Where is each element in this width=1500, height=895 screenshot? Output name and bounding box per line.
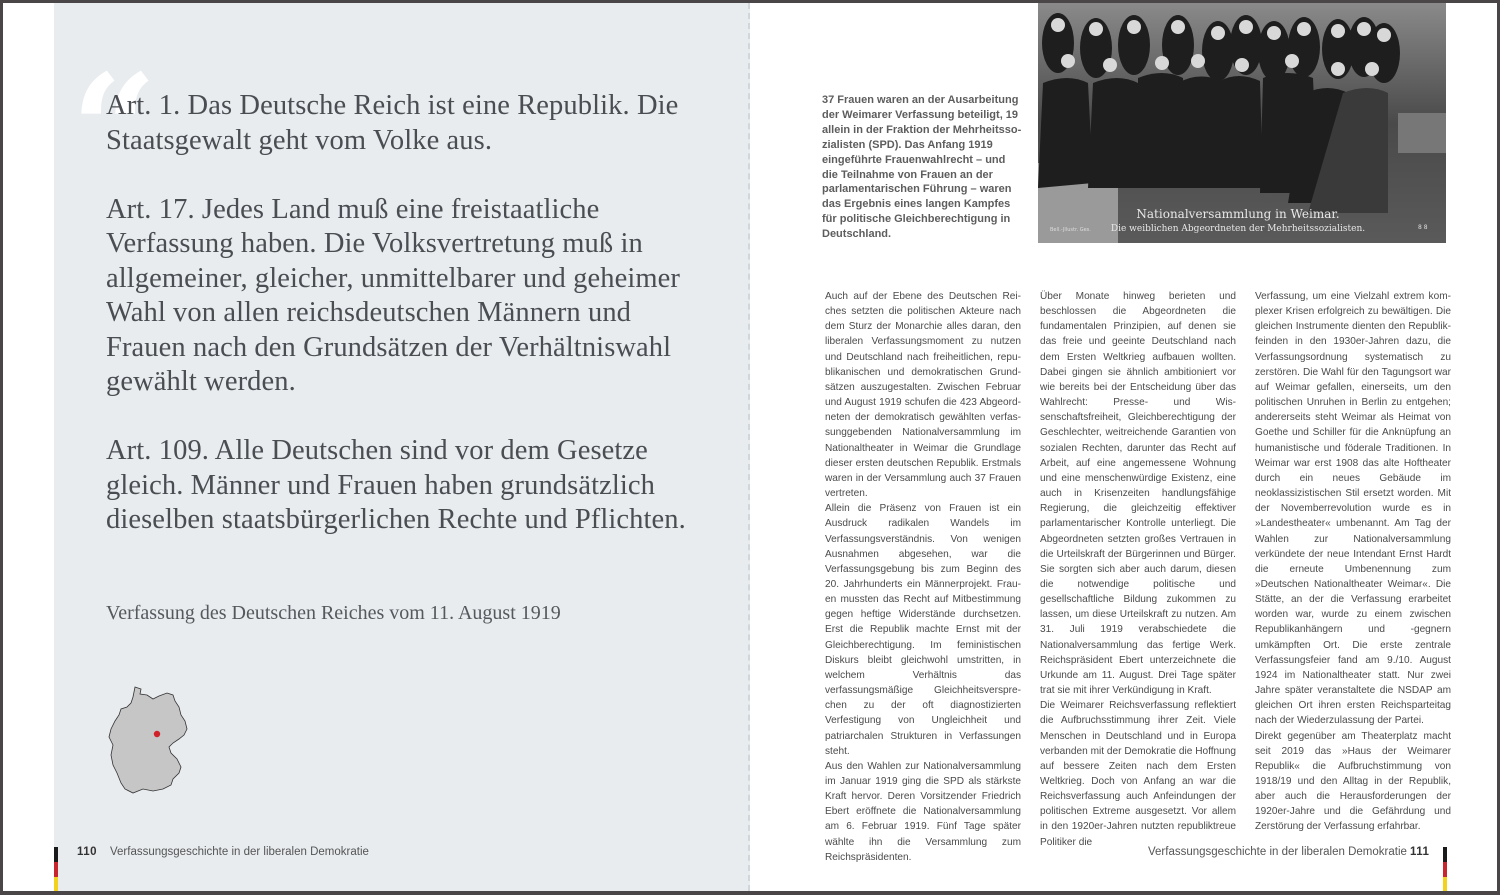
quote-source: Verfassung des Deutschen Reiches vom 11. August 1919 (106, 602, 561, 624)
paragraph: Auch auf der Ebene des Deutschen Reiches setzten die politischen Akteure nach dem Sturz der Monarchie alles daran, den liberalen Verfassungsmoment zu nutzen und Deutschland nach freiheitlichen, republikanischen und demokratischen Grundsätzen auszugestalten. Zwischen Februar und August 1919 schufen die 423 Abgeordneten der demokratisch gewählten verfassunggebenden Nationalversammlung im Nationaltheater in Weimar die Grundlage dieser ersten deutschen Republik. Erstmals waren in der Versammlung auch 37 Frauen vertreten. (825, 291, 1021, 500)
article-17: Art. 17. Jedes Land muß eine freistaatliche Verfassung haben. Die Volksvertretung muß in allgemeiner, gleicher, unmittelbarer und geheimer Wahl von allen reichsdeutschen Männern und Frauen nach den Grundsätzen der Verhältniswahl gewählt werden. (106, 193, 680, 397)
quote-mark-icon: “ (71, 42, 158, 218)
paragraph: Aus den Wahlen zur Nationalversammlung im Januar 1919 ging die SPD als stärkste Kraft hervor. Deren Vorsitzender Friedrich Ebert eröffnete die Nationalversammlung am 6. Februar 1919. Fünf Tage später wählte ihn die Versammlung zum Reichspräsidenten. (825, 760, 1021, 863)
flag-stripe-right (1443, 847, 1447, 891)
body-column-2 (1040, 289, 1236, 850)
paragraph: Über Monate hinweg berieten und beschlossen die Abgeordneten die fundamentalen Prinzipien, auf denen sie das freie und geeinte Deutschland nach dem Ersten Weltkrieg aufbauen wollten. Dabei gingen sie ähnlich ambitioniert vor wie bereits bei der Entscheidung über das Wahlrecht: Presse- und Wissenschaftsfreiheit, Gleichberechtigung der Geschlechter, weitreichende Garantien von sozialen Rechten, darunter das Recht auf Arbeit, auf eine angemessene Wohnung und eine menschenwürdige Existenz, eine auch in Krisenzeiten handlungsfähige Regierung, die gleichzeitig effektiver parlamentarischer Kontrolle unterliegt. Die Abgeordneten setzten großes Vertrauen in die Urteilskraft der Bürgerinnen und Bürger. Sie sorgten sich aber auch darum, diesen die notwendige politische und gesellschaftliche Bildung zukommen zu lassen, um diese Urteilskraft zu nutzen. Am 31. Juli 1919 verabschiedete die Nationalversammlung das fertige Werk. Reichspräsident Ebert unterzeichnete die Urkunde am 11. August. Drei Tage später trat sie mit ihrer Verkündigung in Kraft. (1040, 291, 1236, 697)
flag-stripe-left (54, 847, 58, 891)
svg-text:Bell.-Jllustr. Ges.: Bell.-Jllustr. Ges. (1050, 227, 1091, 233)
paragraph: Die Weimarer Reichsverfassung reflektiert die Aufbruchsstimmung ihrer Zeit. Viele Menschen in Deutschland und in Europa verbanden mit der Demokratie die Hoffnung auf bessere Zeiten nach dem Ersten Weltkrieg. Doch von Anfang an war die Reichsverfassung auch Anfeindungen der politischen Extreme ausgesetzt. Vor allem in den 1920er-Jahren nutzten republiktreue Politiker die (1040, 700, 1236, 848)
photo-caption: 37 Frauen waren an der Ausarbeitung der Weimarer Verfassung beteiligt, 19 allein in der Fraktion der Mehrheitssozialisten (SPD). Das Anfang 1919 eingeführte Frauenwahlrecht – und die Teilnahme von Frauen an der parlamentarischen Führung – waren das Ergebnis eines langen Kampfes für politische Gleichberechtigung in Deutschland. (822, 94, 1022, 241)
germany-map-icon (107, 685, 197, 797)
constitution-quote (106, 89, 706, 572)
body-column-1 (825, 289, 1021, 865)
article-109: Art. 109. Alle Deutschen sind vor dem Gesetze gleich. Männer und Frauen haben grundsätzlich dieselben staatsbürgerlichen Rechte und Pflichten. (106, 435, 686, 535)
page-number-left: 110 (77, 846, 98, 858)
svg-text:8 8: 8 8 (1418, 224, 1428, 231)
running-head-left: Verfassungsgeschichte in der liberalen Demokratie (110, 846, 369, 858)
historical-photo (1038, 3, 1446, 243)
body-column-3 (1255, 289, 1451, 835)
svg-text:Nationalversammlung in Weimar.: Nationalversammlung in Weimar. (1136, 207, 1340, 221)
women-delegates-photo-icon (1038, 3, 1446, 243)
running-head-right: Verfassungsgeschichte in der liberalen Demokratie (1148, 846, 1407, 858)
book-spread (3, 3, 1497, 891)
article-1: Art. 1. Das Deutsche Reich ist eine Republik. Die Staatsgewalt geht vom Volke aus. (106, 90, 679, 156)
svg-text:Die weiblichen Abgeordneten de: Die weiblichen Abgeordneten der Mehrheitssozialisten. (1110, 224, 1366, 234)
paragraph: Allein die Präsenz von Frauen ist ein Ausdruck radikalen Wandels im Verfassungsverständnis. Von wenigen Ausnahmen abgesehen, war die Verfassungsgebung bis zum Beginn des 20. Jahrhunderts ein Männerprojekt. Frauen mussten das Recht auf Mitbestimmung gegen heftige Widerstände durchsetzen. Erst die Republik machte Ernst mit der Gleichberechtigung. Im feministischen Diskurs bleibt gleichwohl umstritten, in welchem Verhältnis das verfassungsmäßige Gleichheitsversprechen zu der oft diagnostizierten Verfestigung von Ungleichheit und patriarchalen Strukturen in Verfassungen steht. (825, 503, 1021, 757)
left-page (3, 3, 750, 891)
right-page (750, 3, 1497, 891)
paragraph: Verfassung, um eine Vielzahl extrem komplexer Krisen erfolgreich zu bewältigen. Die gleichen Instrumente dienten den Republikfeinden in den 1930er-Jahren dazu, die Verfassungsordnung systematisch zu zerstören. Die Wahl für den Tagungsort war auf Weimar gefallen, einerseits, um den politischen Unruhen in Berlin zu entgehen; andererseits steht Weimar als Heimat von Goethe und Schiller für die Anknüpfung an humanistische und föderale Traditionen. In Weimar war erst 1908 das alte Hoftheater durch ein neues Gebäude im neoklassizistischen Stil ersetzt worden. Mit der Novemberrevolution wurde es in »Landestheater« umbenannt. Am Tag der Wahlen zur Nationalversammlung verkündete der neue Intendant Ernst Hardt die erneute Umbenennung zum »Deutschen Nationaltheater Weimar«. Die Stätte, an der die Verfassung erarbeitet worden war, wurde zu einem zwischen Republikanhängern und -gegnern umkämpften Ort. Die erste zentrale Verfassungsfeier fand am 9./10. August 1924 im Nationaltheater statt. Nur zwei Jahre später veranstaltete die NSDAP am gleichen Ort ihren ersten Reichsparteitag nach der Wiederzulassung der Partei. (1255, 291, 1451, 727)
paragraph: Direkt gegenüber am Theaterplatz macht seit 2019 das »Haus der Weimarer Republik« die Aufbruchstimmung von 1918/19 und den Alltag in der Republik, aber auch die Herausforderungen der 1920er-Jahre und die Gefährdung und Zerstörung der Verfassung erfahrbar. (1255, 730, 1451, 833)
page-number-right: 111 (1410, 846, 1430, 858)
